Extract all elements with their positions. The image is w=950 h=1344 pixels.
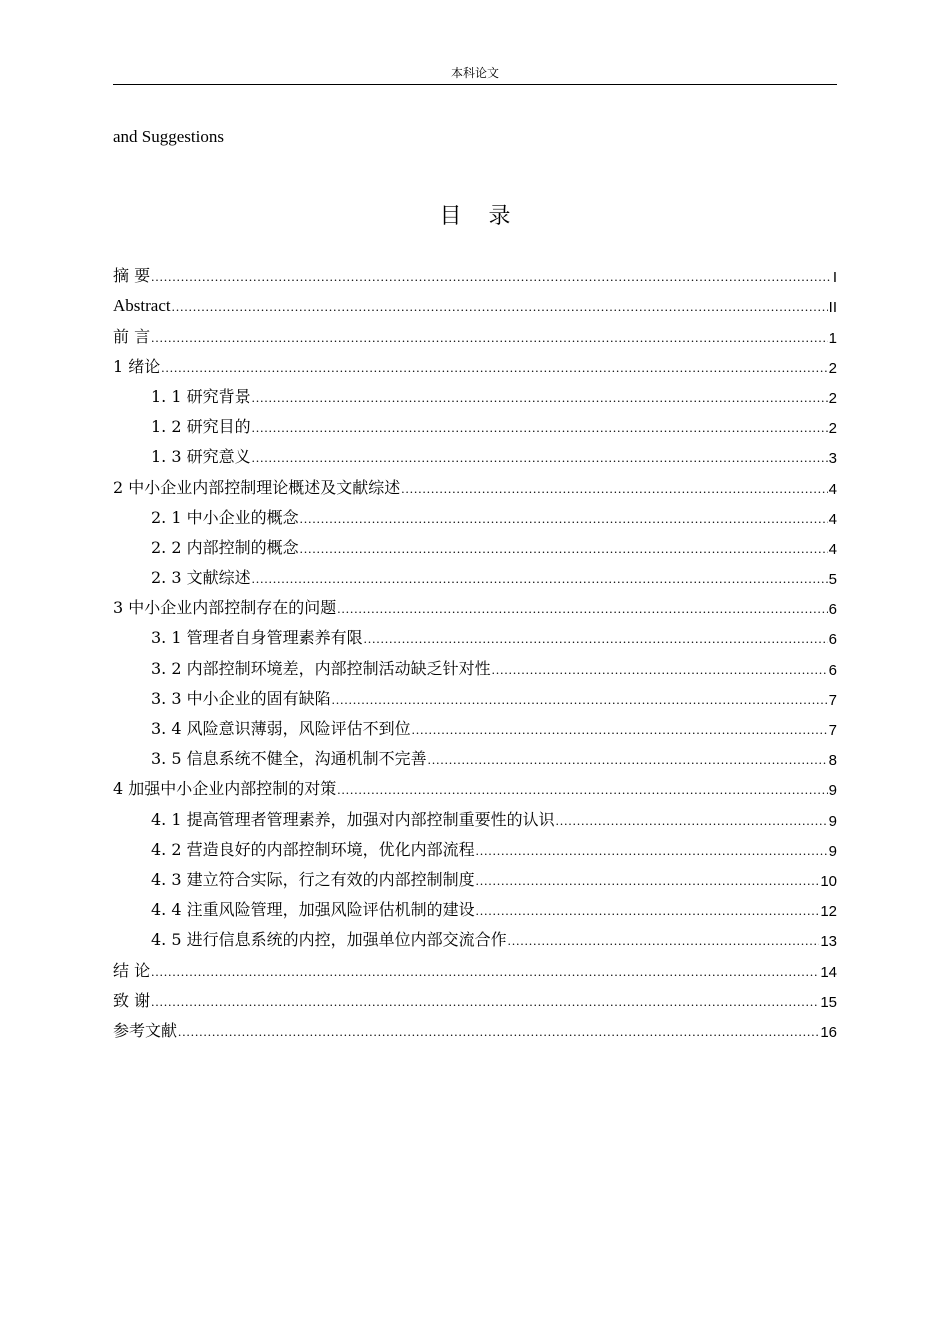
toc-entry-page: 4 <box>828 510 837 528</box>
toc-entry-page: 6 <box>828 601 837 619</box>
toc-entry-title: 4 加强中小企业内部控制的对策 <box>113 779 337 799</box>
toc-entry-title: 4. 5 进行信息系统的内控，加强单位内部交流合作 <box>151 930 507 950</box>
dot-leader <box>337 783 827 796</box>
toc-entry-page: 3 <box>828 450 837 468</box>
dot-leader <box>556 814 828 827</box>
toc-entry-page: 4 <box>828 480 837 498</box>
table-of-contents <box>113 256 837 1041</box>
dot-leader <box>364 632 828 645</box>
dot-leader <box>492 663 828 676</box>
toc-entry-page: 10 <box>820 872 837 890</box>
toc-entry-page: II <box>828 299 837 317</box>
dot-leader <box>161 361 827 374</box>
toc-entry-title: 参考文献 <box>113 1020 178 1040</box>
toc-entry[interactable] <box>113 981 837 1011</box>
dot-leader <box>401 482 827 495</box>
toc-entry-page: 9 <box>828 842 837 860</box>
toc-entry[interactable] <box>113 528 837 558</box>
toc-entry-title: 2 中小企业内部控制理论概述及文献综述 <box>113 477 401 497</box>
header-text: 本科论文 <box>450 66 499 80</box>
toc-entry-page: 4 <box>828 540 837 558</box>
toc-entry-title: 3. 3 中小企业的固有缺陷 <box>151 688 331 708</box>
toc-entry[interactable] <box>113 769 837 799</box>
toc-entry[interactable] <box>113 588 837 618</box>
toc-entry-title: 4. 1 提高管理者管理素养，加强对内部控制重要性的认识 <box>151 809 555 829</box>
dot-leader <box>300 512 828 525</box>
toc-entry-page: 2 <box>828 359 837 377</box>
dot-leader <box>178 1025 819 1038</box>
toc-entry-page: 14 <box>820 963 837 981</box>
toc-entry-title: Abstract <box>113 296 171 316</box>
toc-entry[interactable] <box>113 377 837 407</box>
toc-entry-page: 2 <box>828 389 837 407</box>
toc-entry[interactable] <box>113 739 837 769</box>
toc-entry-page: 1 <box>828 329 837 347</box>
toc-entry[interactable] <box>113 467 837 497</box>
toc-entry[interactable] <box>113 347 837 377</box>
toc-entry-page: 16 <box>820 1023 837 1041</box>
dot-leader <box>252 391 828 404</box>
dot-leader <box>332 693 828 706</box>
toc-entry-title: 2. 1 中小企业的概念 <box>151 507 299 527</box>
toc-entry[interactable] <box>113 920 837 950</box>
toc-entry-title: 前 言 <box>113 326 151 346</box>
toc-entry[interactable] <box>113 558 837 588</box>
toc-entry[interactable] <box>113 830 837 860</box>
toc-entry-title: 1. 2 研究目的 <box>151 417 251 437</box>
toc-entry-page: 13 <box>820 933 837 951</box>
toc-entry-page: 5 <box>828 571 837 589</box>
dot-leader <box>151 270 832 283</box>
toc-entry-title: 4. 3 建立符合实际，行之有效的内部控制制度 <box>151 869 475 889</box>
toc-entry-title: 3. 4 风险意识薄弱，风险评估不到位 <box>151 719 411 738</box>
toc-entry-page: 15 <box>820 993 837 1011</box>
toc-entry-title: 1. 3 研究意义 <box>151 447 251 467</box>
toc-title: 目 录 <box>439 204 521 229</box>
dot-leader <box>252 421 828 434</box>
carry-over-text: and Suggestions <box>113 127 224 146</box>
toc-entry[interactable] <box>113 950 837 980</box>
page-header <box>113 64 837 85</box>
toc-entry-title: 4. 4 注重风险管理，加强风险评估机制的建设 <box>151 900 475 920</box>
toc-entry[interactable] <box>113 407 837 437</box>
dot-leader <box>476 874 820 887</box>
toc-entry-title: 3. 1 管理者自身管理素养有限 <box>151 628 363 648</box>
toc-entry-title: 1. 1 研究背景 <box>151 386 251 406</box>
toc-entry[interactable] <box>113 498 837 528</box>
toc-entry-page: I <box>832 269 837 287</box>
toc-entry[interactable] <box>113 648 837 678</box>
toc-entry-page: 9 <box>828 782 837 800</box>
toc-entry-title: 2. 3 文献综述 <box>151 568 251 588</box>
toc-entry-title: 3. 5 信息系统不健全，沟通机制不完善 <box>151 749 427 769</box>
toc-entry[interactable] <box>113 679 837 709</box>
toc-entry[interactable] <box>113 799 837 829</box>
toc-entry-title: 结 论 <box>113 960 151 980</box>
toc-entry[interactable] <box>113 316 837 346</box>
toc-entry-page: 7 <box>828 691 837 709</box>
dot-leader <box>252 572 828 585</box>
dot-leader <box>508 934 820 947</box>
toc-entry-title: 致 谢 <box>113 990 151 1010</box>
toc-entry-page: 2 <box>828 420 837 438</box>
dot-leader <box>337 602 827 615</box>
toc-entry-page: 6 <box>828 661 837 679</box>
toc-entry-page: 9 <box>828 812 837 830</box>
toc-entry-title: 1 绪论 <box>113 356 161 376</box>
toc-entry[interactable] <box>113 286 837 316</box>
dot-leader <box>151 331 828 344</box>
toc-entry[interactable] <box>113 890 837 920</box>
toc-entry-page: 6 <box>828 631 837 649</box>
toc-entry-title: 4. 2 营造良好的内部控制环境，优化内部流程 <box>151 839 475 859</box>
toc-entry-page: 12 <box>820 903 837 921</box>
dot-leader <box>252 451 828 464</box>
toc-entry-title: 3 中小企业内部控制存在的问题 <box>113 598 337 618</box>
toc-entry-title: 摘 要 <box>113 266 151 286</box>
dot-leader <box>300 542 828 555</box>
toc-entry[interactable] <box>113 860 837 890</box>
toc-entry[interactable] <box>113 437 837 467</box>
toc-entry-page: 8 <box>828 752 837 770</box>
dot-leader <box>412 723 828 736</box>
toc-entry[interactable] <box>113 1011 837 1041</box>
dot-leader <box>476 844 828 857</box>
dot-leader <box>476 904 820 917</box>
toc-entry[interactable] <box>113 709 837 739</box>
toc-entry[interactable] <box>113 618 837 648</box>
dot-leader <box>151 995 819 1008</box>
dot-leader <box>428 753 828 766</box>
toc-entry-page: 7 <box>828 722 837 739</box>
dot-leader <box>172 300 828 313</box>
toc-entry[interactable] <box>113 256 837 286</box>
toc-entry-title: 3. 2 内部控制环境差，内部控制活动缺乏针对性 <box>151 658 491 678</box>
dot-leader <box>151 965 819 978</box>
toc-entry-title: 2. 2 内部控制的概念 <box>151 537 299 557</box>
